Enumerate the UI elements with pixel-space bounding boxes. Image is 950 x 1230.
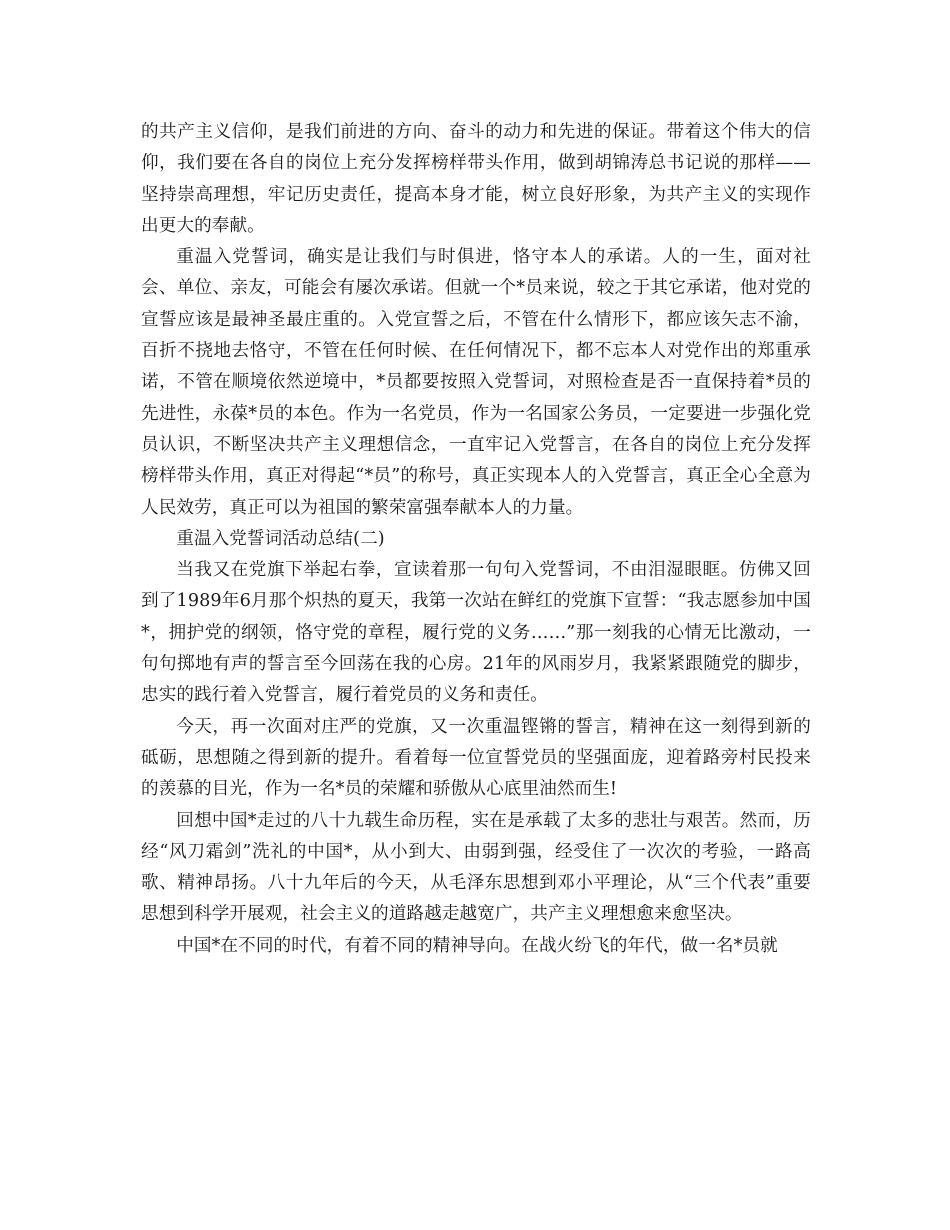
paragraph-oath-review: 重温入党誓词，确实是让我们与时俱进，恪守本人的承诺。人的一生，面对社会、单位、亲友，可能会有屡次承诺。但就一个*员来说，较之于其它承诺，他对党的宣誓应该是最神圣最庄重的。入党宣誓之后，不管在什么情形下，都应该矢志不渝，百折不挠地去恪守，不管在任何时候、在任何情况下，都不忘本人对党作出的郑重承诺，不管在顺境依然逆境中，*员都要按照入党誓词，对照检查是否一直保持着*员的先进性，永葆*员的本色。作为一名党员，作为一名国家公务员，一定要进一步强化党员认识，不断坚决共产主义理想信念，一直牢记入党誓言，在各自的岗位上充分发挥榜样带头作用，真正对得起“*员”的称号，真正实现本人的入党誓言，真正全心全意为人民效劳，真正可以为祖国的繁荣富强奉献本人的力量。 <box>141 247 811 518</box>
paragraph-raising-fist: 当我又在党旗下举起右拳，宣读着那一句句入党誓词，不由泪湿眼眶。仿佛又回到了1989年6月那个炽热的夏天，我第一次站在鲜红的党旗下宣誓：“我志愿参加中国*，拥护党的纲领，恪守党的章程，履行党的义务……”那一刻我的心情无比激动，一句句掷地有声的誓言至今回荡在我的心房。21年的风雨岁月，我紧紧跟随党的脚步，忠实的践行着入党誓言，履行着党员的义务和责任。 <box>141 560 811 706</box>
paragraph-history: 回想中国*走过的八十九载生命历程，实在是承载了太多的悲壮与艰苦。然而，历经“风刀霜剑”洗礼的中国*，从小到大、由弱到强，经受住了一次次的考验，一路高歌、精神昂扬。八十九年后的今天，从毛泽东思想到邓小平理论，从“三个代表”重要思想到科学开展观，社会主义的道路越走越宽广，共产主义理想愈来愈坚决。 <box>141 810 811 925</box>
paragraph-today: 今天，再一次面对庄严的党旗，又一次重温铿锵的誓言，精神在这一刻得到新的砥砺，思想随之得到新的提升。看着每一位宣誓党员的坚强面庞，迎着路旁村民投来的羡慕的目光，作为一名*员的荣耀和骄傲从心底里油然而生! <box>141 716 811 800</box>
document-page <box>141 117 811 962</box>
section-heading: 重温入党誓词活动总结(二) <box>176 528 385 549</box>
paragraph-different-eras: 中国*在不同的时代，有着不同的精神导向。在战火纷飞的年代，做一名*员就 <box>176 935 778 956</box>
paragraph-continued: 的共产主义信仰，是我们前进的方向、奋斗的动力和先进的保证。带着这个伟大的信仰，我们要在各自的岗位上充分发挥榜样带头作用，做到胡锦涛总书记说的那样——坚持崇高理想，牢记历史责任，提高本身才能，树立良好形象，为共产主义的实现作出更大的奉献。 <box>141 122 811 236</box>
